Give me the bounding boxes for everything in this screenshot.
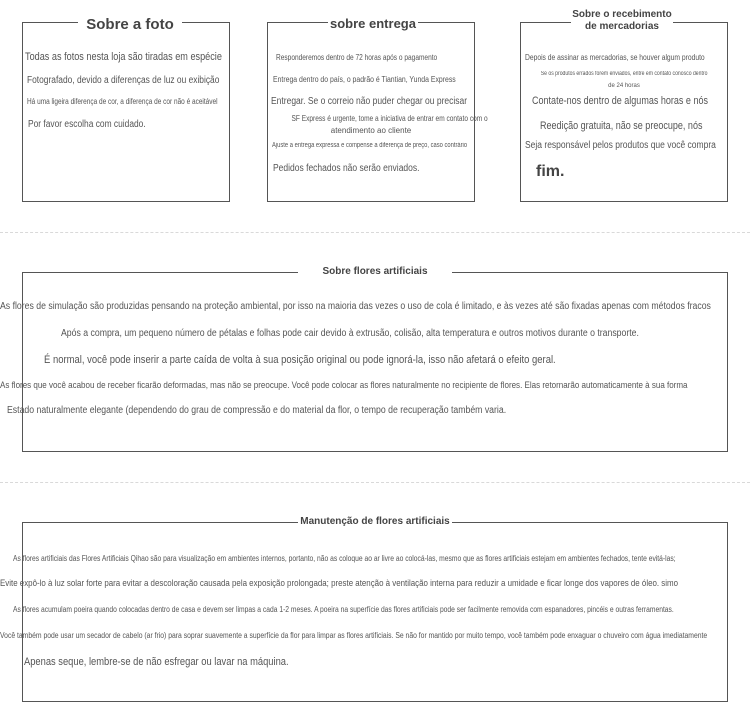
photo-title: Sobre a foto [78,16,182,33]
dashed-separator-1 [0,232,750,233]
maintenance-line-4: Você também pode usar um secador de cabelo (ar frio) para soprar suavemente a superfície da flor para limpar as flores artificiais. Se não for mantido por muito tempo, você também pode enxaguar o chuveiro com água imediatamente [0,631,708,640]
maintenance-line-3: As flores acumulam poeira quando colocadas dentro de casa e devem ser limpas a cada 1-2 meses. A poeira na superfície das flores artificiais pode ser facilmente removida com espanadores, pincéis e outras ferramentas. [13,605,674,614]
photo-line-4: Por favor escolha com cuidado. [28,119,146,130]
delivery-title: sobre entrega [328,17,418,32]
receipt-line-6: Seja responsável pelos produtos que você compra [525,140,716,151]
delivery-line-1: Responderemos dentro de 72 horas após o pagamento [276,53,438,62]
receipt-end: fim. [536,163,565,180]
maintenance-line-2: Evite expô-lo à luz solar forte para evitar a descoloração causada pela exposição prolongada; preste atenção à ventilação interna para reduzir a umidade e ficar longe dos vapores de óleo. simo [0,578,679,588]
maintenance-line-1: As flores artificiais das Flores Artificiais Qihao são para visualização em ambientes internos, portanto, não as coloque ao ar livre ao colocá-las, mesmo que as flores artificiais estejam em ambientes fechados, tente evitá-las; [13,554,676,563]
artificial-line-4: As flores que você acabou de receber ficarão deformadas, mas não se preocupe. Você pode colocar as flores naturalmente no recipiente de flores. Elas retornarão automaticamente à sua forma [0,380,688,390]
artificial-line-2: Após a compra, um pequeno número de pétalas e folhas pode cair devido à extrusão, colisão, alta temperatura e outros motivos durante o transporte. [61,328,639,339]
receipt-title-line-1: Sobre o recebimento [572,9,672,20]
maintenance-title: Manutenção de flores artificiais [298,516,452,528]
artificial-line-3: É normal, você pode inserir a parte caída de volta à sua posição original ou pode ignorá-la, isso não afetará o efeito geral. [44,354,556,366]
delivery-line-3: Entregar. Se o correio não puder chegar ou precisar [271,96,468,107]
delivery-line-6: Ajuste a entrega expressa e compense a diferença de preço, caso contrário [272,142,468,149]
dashed-separator-2 [0,482,750,483]
artificial-line-1: As flores de simulação são produzidas pensando na proteção ambiental, por isso na maioria das vezes o uso de cola é limitado, e às vezes até são fixadas apenas com métodos fracos [0,301,711,312]
maintenance-line-5: Apenas seque, lembre-se de não esfregar ou lavar na máquina. [24,656,289,668]
photo-box [22,22,230,202]
delivery-box [267,22,488,202]
delivery-line-7: Pedidos fechados não serão enviados. [273,163,420,174]
receipt-line-5: Reedição gratuita, não se preocupe, nós [540,120,703,132]
photo-line-1: Todas as fotos nesta loja são tiradas em espécie [25,51,222,63]
receipt-line-4: Contate-nos dentro de algumas horas e nós [532,95,709,107]
receipt-line-2: Se os produtos errados forem enviados, entre em contato conosco dentro [540,71,708,77]
delivery-line-4: SF Express é urgente, tome a iniciativa de entrar em contato com o [291,114,488,123]
artificial-line-5: Estado naturalmente elegante (dependendo do grau de compressão e do material da flor, o tempo de recuperação também varia. [7,405,507,416]
delivery-line-5: atendimento ao cliente [330,126,412,135]
photo-line-2: Fotografado, devido a diferenças de luz ou exibição [27,75,220,86]
receipt-title-line-2: de mercadorias [585,20,659,32]
photo-line-3: Há uma ligeira diferença de cor, a diferença de cor não é aceitável [27,97,218,106]
artificial-title: Sobre flores artificiais [298,266,452,278]
receipt-line-3: de 24 horas [608,83,640,89]
delivery-line-2: Entrega dentro do país, o padrão é Tiantian, Yunda Express [273,75,456,84]
receipt-title [571,9,673,32]
receipt-line-1: Depois de assinar as mercadorias, se houver algum produto [525,53,705,62]
